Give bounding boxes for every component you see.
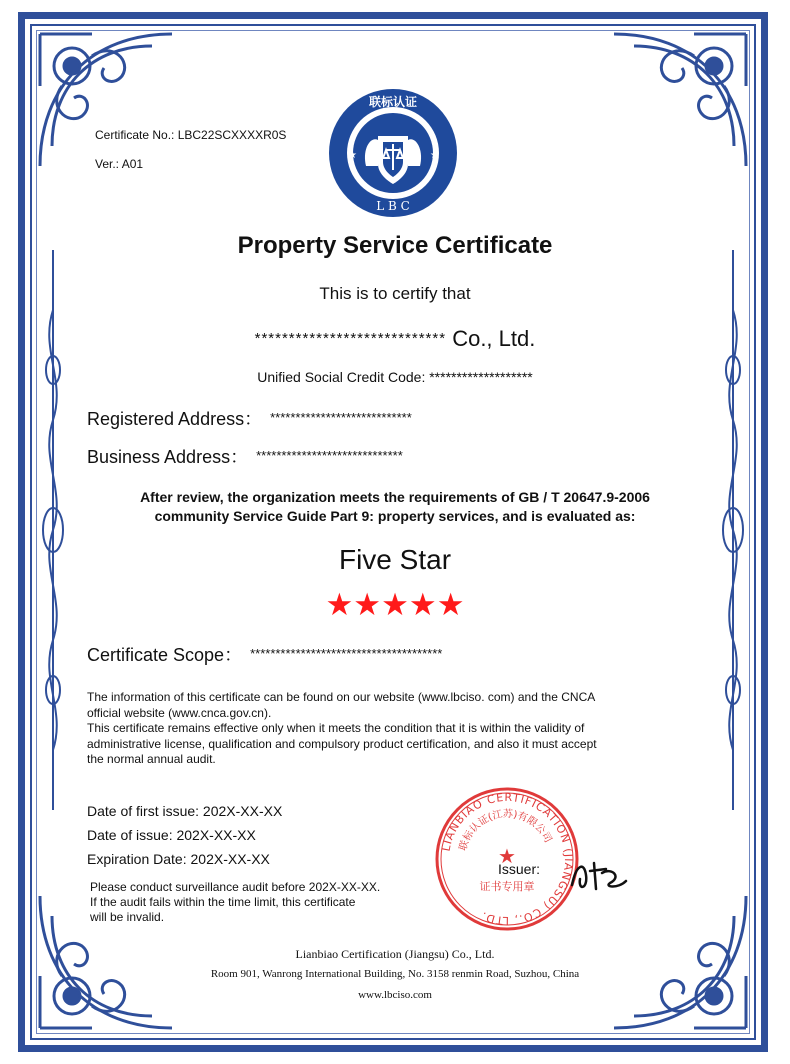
rating-stars xyxy=(0,588,790,622)
audit-line: will be invalid. xyxy=(90,910,165,924)
date-first-issue: Date of first issue: 202X-XX-XX xyxy=(87,803,283,819)
footer-website[interactable]: www.lbciso.com xyxy=(358,989,432,1001)
date-expiration: Expiration Date: 202X-XX-XX xyxy=(87,851,270,867)
svg-text:★: ★ xyxy=(430,150,439,161)
red-seal-center-text: 证书专用章 xyxy=(479,880,535,893)
review-line-2: community Service Guide Part 9: property services, and is evaluated as: xyxy=(154,508,636,524)
business-address-value: ***************************** xyxy=(256,448,403,463)
audit-line: Please conduct surveillance audit before 202X-XX-XX. xyxy=(90,880,381,894)
review-line-1: After review, the organization meets the requirements of GB / T 20647.9-2006 xyxy=(140,489,650,505)
red-seal-cn-text: 联标认证(江苏)有限公司 xyxy=(457,808,554,852)
corner-ornament-top-right xyxy=(604,26,754,176)
credit-code: Unified Social Credit Code: ******************* xyxy=(257,369,533,385)
lbc-logo-seal xyxy=(326,86,460,220)
svg-text:★: ★ xyxy=(348,150,357,161)
scope-value: ************************************** xyxy=(250,646,443,661)
red-seal-ring-text: LIANBIAO CERTIFICATION (JIANGSU) CO., LTD. xyxy=(439,790,576,928)
audit-line: If the audit fails within the time limit, this certificate xyxy=(90,895,356,909)
registered-address-value: **************************** xyxy=(270,410,412,425)
info-line: the normal annual audit. xyxy=(87,752,216,766)
certificate-number: Certificate No.: LBC22SCXXXXR0S xyxy=(95,128,287,142)
star-icon: ★ xyxy=(381,587,409,622)
registered-address-label: Registered Address： xyxy=(87,409,263,429)
business-address-label: Business Address： xyxy=(87,447,249,467)
audit-note xyxy=(90,880,450,925)
star-icon: ★ xyxy=(436,587,465,622)
rating-level: Five Star xyxy=(338,544,452,575)
info-line: official website (www.cnca.gov.cn). xyxy=(87,705,272,720)
info-line: The information of this certificate can be found on our website (www.lbciso. com) and the CNCA xyxy=(87,690,596,704)
info-line: administrative license, qualification and compulsory product certification, and also it must accept xyxy=(87,736,597,751)
footer-address: Room 901, Wanrong International Building, No. 3158 renmin Road, Suzhou, China xyxy=(210,968,580,980)
company-suffix: Co., Ltd. xyxy=(446,326,536,351)
company-red-seal xyxy=(434,786,580,932)
date-issue: Date of issue: 202X-XX-XX xyxy=(87,827,256,843)
company-mask: **************************** xyxy=(254,330,447,347)
footer-company: Lianbiao Certification (Jiangsu) Co., Ltd. xyxy=(295,947,495,961)
certificate-scope xyxy=(87,641,442,667)
certificate-title: Property Service Certificate xyxy=(237,232,553,259)
info-paragraph xyxy=(87,690,717,768)
star-icon: ★ xyxy=(325,587,354,622)
company-name xyxy=(0,326,790,352)
version: Ver.: A01 xyxy=(95,157,144,171)
svg-text:★: ★ xyxy=(498,844,516,868)
certify-line: This is to certify that xyxy=(319,284,471,303)
corner-ornament-top-left xyxy=(32,26,182,176)
seal-bottom-text: L B C xyxy=(376,199,410,213)
info-line: This certificate remains effective only when it meets the condition that it is within the validity of xyxy=(87,721,585,735)
star-icon: ★ xyxy=(408,587,437,622)
seal-ring-text: 联标认证 xyxy=(368,95,418,109)
scope-label: Certificate Scope： xyxy=(87,645,243,665)
dates-block xyxy=(87,799,282,871)
star-icon: ★ xyxy=(353,587,382,622)
review-statement xyxy=(60,488,730,526)
issuer-label: Issuer: xyxy=(498,861,541,877)
issuer-signature xyxy=(566,855,630,895)
registered-address xyxy=(87,405,412,431)
business-address xyxy=(87,443,403,469)
